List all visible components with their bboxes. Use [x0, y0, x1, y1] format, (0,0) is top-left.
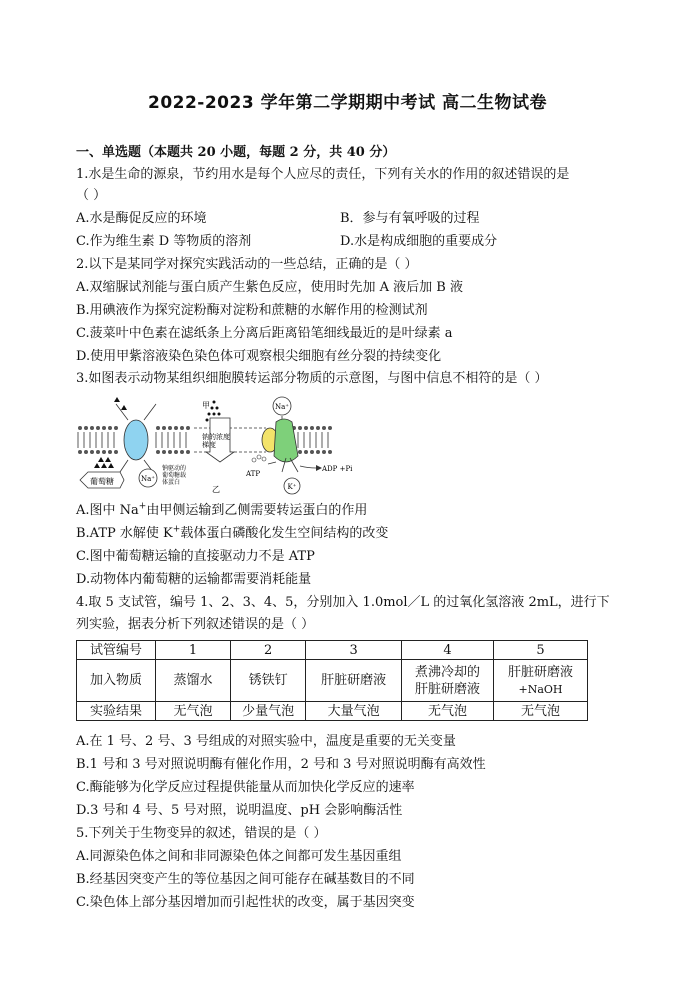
q5-option-b: B.经基因突变产生的等位基因之间可能存在碱基数目的不同 [76, 872, 415, 887]
q3-option-b: B.ATP 水解使 K+载体蛋白磷酸化发生空间结构的改变 [76, 524, 389, 541]
table-cell: 实验结果 [77, 702, 156, 721]
q1-stem: 1.水是生命的源泉，节约用水是每个人应尽的责任，下列有关水的作用的叙述错误的是 [76, 167, 570, 182]
table-cell: 肝脏研磨液 [306, 660, 402, 702]
table-row [77, 702, 588, 721]
q2-option-d: D.使用甲紫溶液染色染色体可观察根尖细胞有丝分裂的持续变化 [76, 349, 442, 364]
table-cell: 无气泡 [155, 702, 230, 721]
sodium-potassium-pump [274, 419, 298, 462]
sodium-glucose-carrier [124, 420, 148, 460]
q1-stem-bracket: （ ） [76, 188, 107, 203]
q4-stem-cont: 列实验，据表分析下列叙述错误的是（ ） [76, 617, 315, 632]
table-cell: 肝脏研磨液 +NaOH [494, 660, 588, 702]
q2-stem: 2.以下是某同学对探究实践活动的一些总结，正确的是（ ） [76, 257, 418, 272]
q5-option-c: C.染色体上部分基因增加而引起性状的改变，属于基因突变 [76, 895, 415, 910]
q1-option-a: A.水是酶促反应的环境 [76, 211, 207, 226]
q2-option-c: C.菠菜叶中色素在滤纸条上分离后距离铅笔细线最近的是叶绿素 a [76, 326, 453, 341]
q1-option-c: C.作为维生素 D 等物质的溶剂 [76, 234, 252, 249]
na-label-bottom: Na⁺ [141, 475, 155, 483]
glucose-triangles-bottom [94, 457, 114, 468]
page-title: 2022-2023 学年第二学期期中考试 高二生物试卷 [147, 93, 548, 113]
q2-option-b: B.用碘液作为探究淀粉酶对淀粉和蔗糖的水解作用的检测试剂 [76, 303, 428, 318]
table-cell: 试管编号 [77, 641, 156, 660]
q5-stem: 5.下列关于生物变异的叙述，错误的是（ ） [76, 826, 327, 841]
table-cell: 3 [306, 641, 402, 660]
table-cell: 5 [494, 641, 588, 660]
table-cell: 1 [155, 641, 230, 660]
q3-stem: 3.如图表示动物某组织细胞膜转运部分物质的示意图，与图中信息不相符的是（ ） [76, 371, 548, 386]
table-cell: 锈铁钉 [231, 660, 306, 702]
table-cell: 4 [401, 641, 493, 660]
side-yi-label: 乙 [212, 485, 220, 494]
gradient-label-1: 钠的浓度 [202, 433, 230, 441]
table-cell: 蒸馏水 [155, 660, 230, 702]
q3-option-a: A.图中 Na+由甲侧运输到乙侧需要转运蛋白的作用 [76, 501, 368, 518]
q4-option-b: B.1 号和 3 号对照说明酶有催化作用，2 号和 3 号对照说明酶有高效性 [76, 757, 486, 772]
q4-option-d: D.3 号和 4 号、5 号对照，说明温度、pH 会影响酶活性 [76, 803, 403, 818]
table-row [77, 660, 588, 702]
na-label-top: Na⁺ [275, 403, 289, 411]
table-cell: 煮沸冷却的 肝脏研磨液 [401, 660, 493, 702]
atp-label: ATP [246, 470, 261, 478]
carrier-label: 钠驱动的葡萄糖载体蛋白 [162, 465, 187, 486]
table-cell: 2 [231, 641, 306, 660]
table-cell: 加入物质 [77, 660, 156, 702]
gradient-label-2: 梯度 [202, 441, 216, 449]
q1-option-b: B．参与有氧呼吸的过程 [340, 211, 480, 226]
q4-option-c: C.酶能够为化学反应过程提供能量从而加快化学反应的速率 [76, 780, 415, 795]
table-cell: 大量气泡 [306, 702, 402, 721]
table-cell: 无气泡 [494, 702, 588, 721]
table-cell: 少量气泡 [231, 702, 306, 721]
q4-stem: 4.取 5 支试管，编号 1、2、3、4、5，分别加入 1.0mol／L 的过氧化氢溶液 2mL，进行下 [76, 595, 610, 610]
q3-option-d: D.动物体内葡萄糖的运输都需要消耗能量 [76, 572, 312, 587]
q2-option-a: A.双缩脲试剂能与蛋白质产生紫色反应，使用时先加 A 液后加 B 液 [76, 280, 463, 295]
table-cell: 无气泡 [401, 702, 493, 721]
side-jia-label: 甲 [202, 401, 210, 410]
glucose-triangles-top [114, 397, 127, 410]
q3-option-c: C.图中葡萄糖运输的直接驱动力不是 ATP [76, 549, 315, 564]
q4-option-a: A.在 1 号、2 号、3 号组成的对照实验中，温度是重要的无关变量 [76, 734, 456, 749]
q1-option-d: D.水是构成细胞的重要成分 [340, 234, 498, 249]
experiment-table [76, 640, 588, 721]
membrane-transport-diagram [76, 396, 376, 498]
glucose-label: 葡萄糖 [90, 477, 114, 486]
q5-option-a: A.同源染色体之间和非同源染色体之间都可发生基因重组 [76, 849, 402, 864]
section-heading: 一、单选题（本题共 20 小题，每题 2 分，共 40 分） [76, 145, 396, 160]
table-row [77, 641, 588, 660]
k-label: K⁺ [287, 483, 297, 491]
adp-label: ADP +Pi [322, 465, 353, 473]
